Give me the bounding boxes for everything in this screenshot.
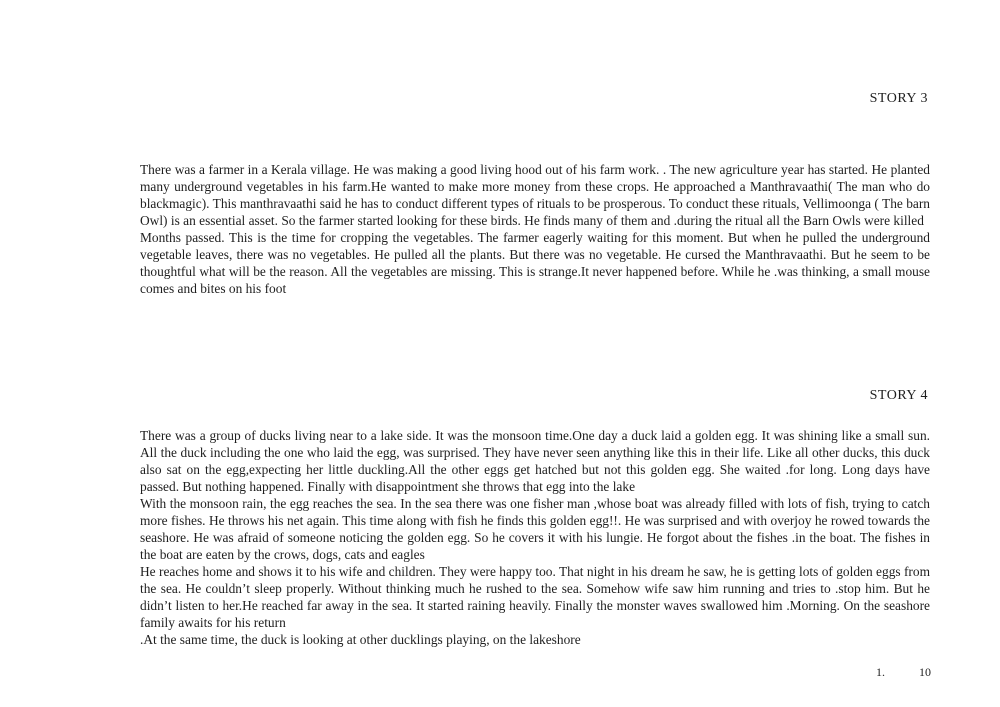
story-4-paragraph: There was a group of ducks living near to a lake side. It was the monsoon time.One day a duck laid a golden egg. It was shining like a small sun. All the duck including the one who laid the egg, was surprised. They have never seen anything like this in their life. Like all other ducks, this duck also sat on the egg,expecting her little duckling.All the other eggs get hatched but not this golden egg. She waited .for long. Long days have passed. But nothing happened. Finally with disappointment she throws that egg into the lake: [140, 428, 930, 494]
story-3-paragraph: Months passed. This is the time for cropping the vegetables. The farmer eagerly waiting for this moment. But when he pulled the underground vegetable leaves, there was no vegetables. He pulled all the plants. But there was no vegetable. He cursed the Manthravaathi. But he seem to be thoughtful what will be the reason. All the vegetables are missing. This is strange.It never happened before. While he .was thinking, a small mouse comes and bites on his foot: [140, 230, 930, 296]
story-4-body: [140, 427, 930, 648]
story-3-body: [140, 161, 930, 297]
page-number: 10: [919, 665, 931, 679]
story-4-paragraph: He reaches home and shows it to his wife and children. They were happy too. That night in his dream he saw, he is getting lots of golden eggs from the sea. He couldn’t sleep properly. Without thinking much he rushed to the sea. Somehow wife saw him running and tries to .stop him. But he didn’t listen to her.He reached far away in the sea. It started raining heavily. Finally the monster waves swallowed him .Morning. On the seashore family awaits for his return: [140, 564, 930, 630]
footer-left-number: 1.: [876, 665, 885, 679]
story-3-heading: STORY 3: [869, 91, 928, 106]
story-4-heading: STORY 4: [869, 388, 928, 403]
story-4-paragraph: With the monsoon rain, the egg reaches the sea. In the sea there was one fisher man ,whose boat was already filled with lots of fish, trying to catch more fishes. He throws his net again. This time along with fish he finds this golden egg!!. He was surprised and with overjoy he rowed towards the seashore. He was afraid of someone noticing the golden egg. So he covers it with his lungie. He forgot about the fishes .in the boat. The fishes in the boat are eaten by the crows, dogs, cats and eagles: [140, 496, 930, 562]
story-3-paragraph: There was a farmer in a Kerala village. He was making a good living hood out of his farm work. . The new agriculture year has started. He planted many underground vegetables in his farm.He wanted to make more money from these crops. He approached a Manthravaathi( The man who do blackmagic). This manthravaathi said he has to conduct different types of rituals to be prosperous. To conduct these rituals, Vellimoonga ( The barn Owl) is an essential asset. So the farmer started looking for these birds. He finds many of them and .during the ritual all the Barn Owls were killed: [140, 162, 930, 228]
story-4-paragraph: .At the same time, the duck is looking at other ducklings playing, on the lakeshore: [140, 632, 581, 647]
